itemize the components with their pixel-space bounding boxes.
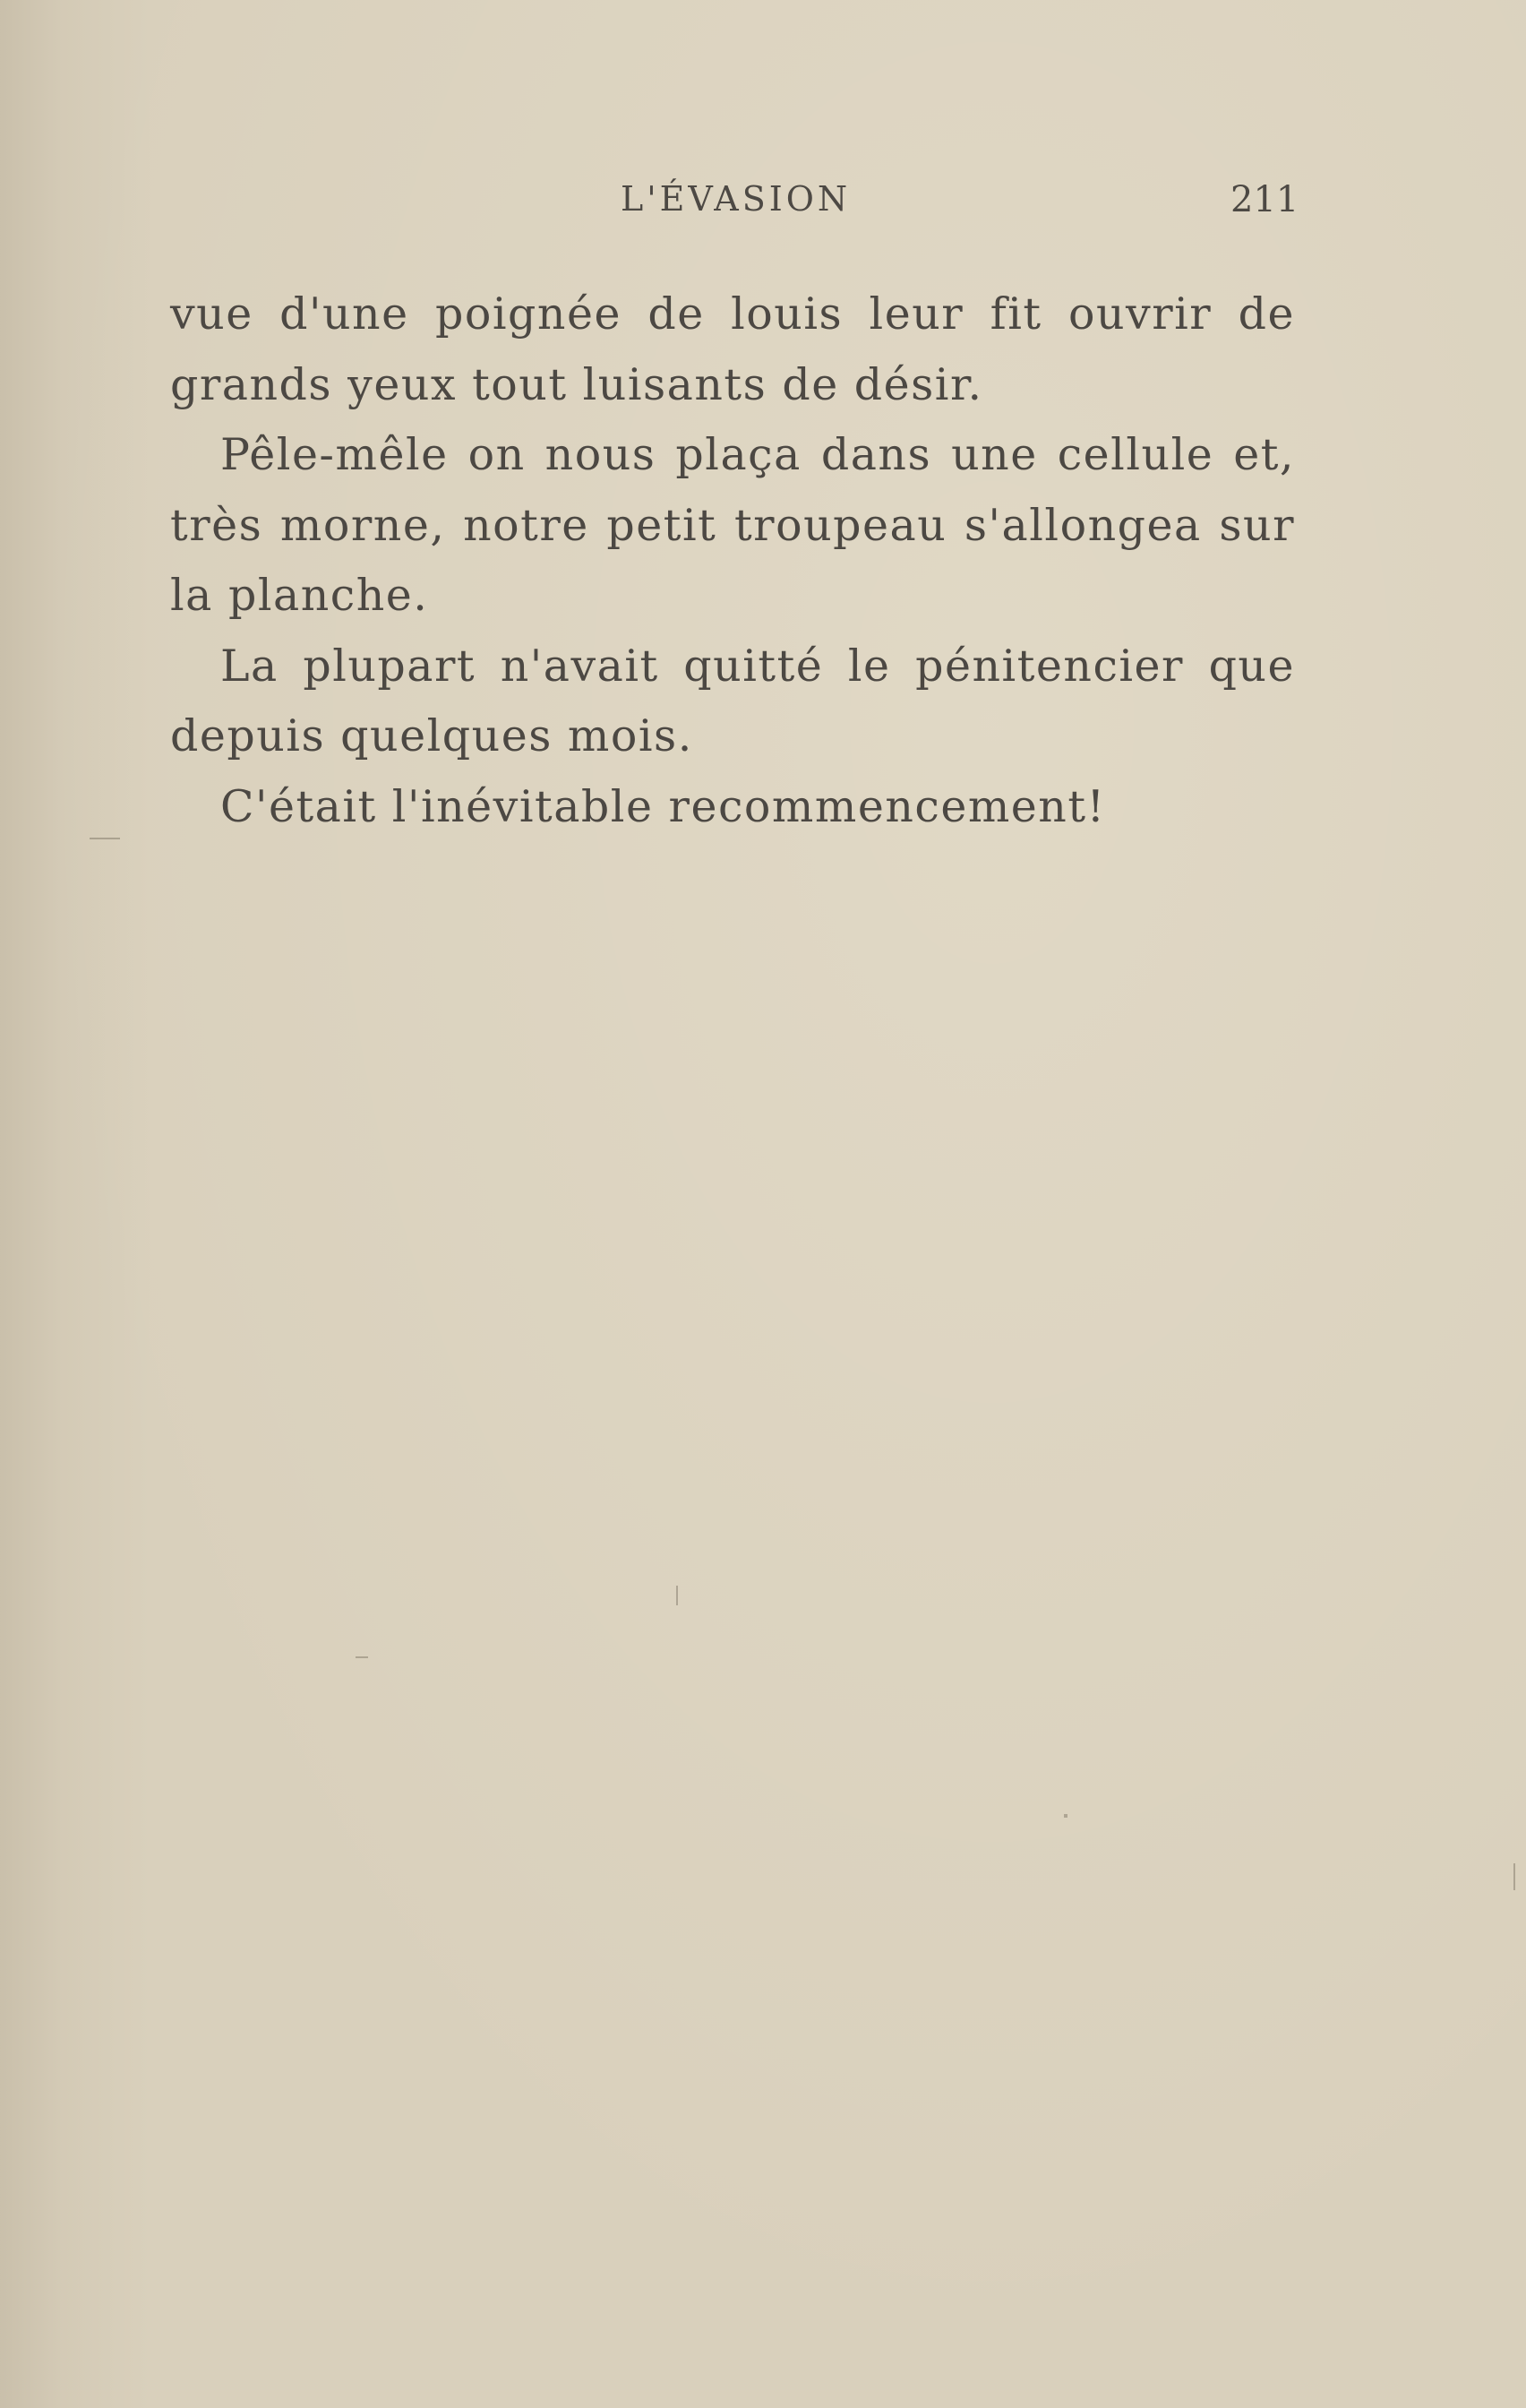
text-line: très morne, notre petit troupeau s'allongea sur xyxy=(170,499,1295,551)
text-line: la planche. xyxy=(170,570,429,621)
running-head-title: L'ÉVASION xyxy=(621,179,852,219)
text-line: vue d'une poignée de louis leur fit ouvrir de xyxy=(170,288,1295,340)
text-line: La plupart n'avait quitté le pénitencier que xyxy=(220,640,1295,692)
paper-speck xyxy=(1064,1814,1067,1818)
page-number: 211 xyxy=(1230,179,1299,220)
body-text xyxy=(170,280,1295,842)
text-line: Pêle-mêle on nous plaça dans une cellule et, xyxy=(220,429,1295,480)
paper-speck xyxy=(90,838,120,839)
paper-speck xyxy=(676,1586,678,1605)
paper-speck xyxy=(356,1656,368,1658)
paper-speck xyxy=(1513,1863,1515,1890)
text-line: depuis quelques mois. xyxy=(170,710,693,761)
text-line: grands yeux tout luisants de désir. xyxy=(170,358,983,410)
running-head xyxy=(0,179,1526,233)
text-line: C'était l'inévitable recommencement! xyxy=(220,780,1106,832)
